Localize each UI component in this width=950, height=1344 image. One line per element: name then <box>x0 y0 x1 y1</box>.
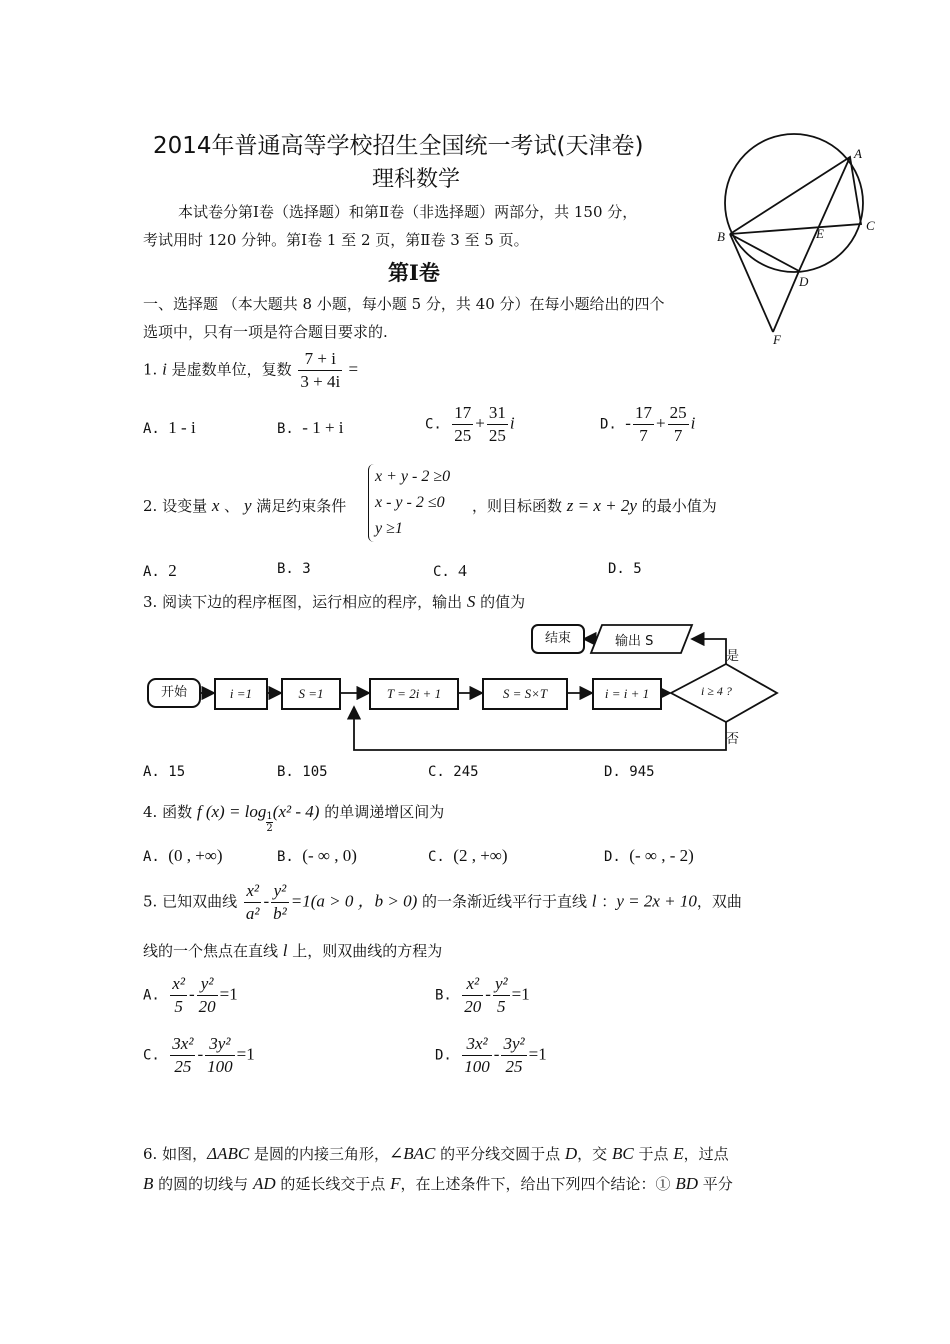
q2-intro: 2. 设变量 x 、 y 满足约束条件 <box>143 496 347 515</box>
q3-option-d[interactable]: D. 945 <box>604 764 655 780</box>
flow-end: 结束 <box>531 624 585 654</box>
q4-option-a[interactable]: A. (0 , +∞) <box>143 846 223 865</box>
q4-option-c[interactable]: C. (2 , +∞) <box>428 846 508 865</box>
q3-option-c[interactable]: C. 245 <box>428 764 479 780</box>
q2-option-a[interactable]: A. 2 <box>143 561 177 580</box>
flow-box-t: T = 2i + 1 <box>369 678 459 710</box>
q3-option-a[interactable]: A. 15 <box>143 764 186 780</box>
q2-tail: ，则目标函数 z = x + 2y 的最小值为 <box>472 496 717 515</box>
q2-constraint-3: y ≥1 <box>375 520 403 537</box>
flow-no-label: 否 <box>726 732 740 747</box>
q5-option-a[interactable]: A. $\frac{\text{x²}}{5}$ - $\frac{\text{y²}}{20}$ =1 <box>143 974 238 1016</box>
question-1 <box>143 348 358 393</box>
q1-text: 是虚数单位，复数 <box>166 360 297 379</box>
intro-line-2: 考试用时 120 分钟。第Ⅰ卷 1 至 2 页，第Ⅱ卷 3 至 5 页。 <box>143 231 529 249</box>
q4-option-d[interactable]: D. (- ∞ , - 2) <box>604 846 694 865</box>
flow-output: 输出 S <box>615 634 654 649</box>
question-5: 5. 已知双曲线 $\frac{\text{x²}}{\text{a²}}$ - $\frac{\text{y²}}{\text{b²}}$ =1(a > 0 ，b > 0) 的一条渐近线平行于直线 l ：y = 2x + 10，双曲 <box>143 881 742 923</box>
q1-numerator: 7 + i <box>298 348 342 371</box>
exam-subtitle: 理科数学 <box>372 167 461 192</box>
q4-option-b[interactable]: B. (- ∞ , 0) <box>277 846 357 865</box>
flow-condition: i ≥ 4 ? <box>701 684 732 698</box>
flow-box-init-i: i =1 <box>214 678 268 710</box>
flow-yes-label: 是 <box>726 649 740 664</box>
q2-constraint-1: x + y - 2 ≥0 <box>375 468 451 485</box>
line-df <box>773 271 799 332</box>
circumcircle <box>725 134 863 272</box>
q1-option-a[interactable]: A. 1 - i <box>143 418 196 437</box>
q2-option-b[interactable]: B. 3 <box>277 561 311 577</box>
label-b: B <box>717 229 725 244</box>
question-4: 4. 函数 f (x) = log $\frac{1}{2}$ (x² - 4) 的单调递增区间为 <box>143 802 445 834</box>
q2-constraint-2: x - y - 2 ≤0 <box>375 494 445 511</box>
q1-option-d[interactable]: D. - $\frac{17}{7}$ + $\frac{25}{7}$ i <box>600 403 696 445</box>
q1-var: i <box>162 359 167 379</box>
q2-constraints <box>368 464 450 542</box>
q1-prefix: 1. <box>143 360 163 379</box>
exam-title: 2014年普通高等学校招生全国统一考试(天津卷) <box>153 133 644 159</box>
q5-line-2: 线的一个焦点在直线 l 上，则双曲线的方程为 <box>143 941 443 960</box>
q2-option-d[interactable]: D. 5 <box>608 561 642 577</box>
q1-fraction <box>298 348 342 393</box>
label-a: A <box>854 146 862 161</box>
flow-start: 开始 <box>147 678 201 708</box>
q6-line-1: 6. 如图，ΔABC 是圆的内接三角形，∠BAC 的平分线交圆于点 D，交 BC 于点 E，过点 <box>143 1144 729 1163</box>
label-f: F <box>773 332 781 347</box>
q1-denominator: 3 + 4i <box>300 372 341 391</box>
q5-option-b[interactable]: B. $\frac{\text{x²}}{20}$ - $\frac{\text{y²}}{5}$ =1 <box>435 974 530 1016</box>
q1-option-c[interactable]: C. $\frac{17}{25}$ + $\frac{31}{25}$ i <box>425 403 515 445</box>
triangle-abc <box>730 157 861 234</box>
flow-box-s: S = S×T <box>482 678 568 710</box>
label-d: D <box>799 274 809 289</box>
q5-option-d[interactable]: D. $\frac{\text{3x²}}{100}$ - $\frac{\text{3y²}}{25}$ =1 <box>435 1034 547 1076</box>
section-line-2: 选项中，只有一项是符合题目要求的. <box>143 323 388 341</box>
section-heading: 第Ⅰ卷 <box>388 260 440 285</box>
q1-eq: = <box>344 359 359 379</box>
flow-box-init-s: S =1 <box>281 678 341 710</box>
q2-option-c[interactable]: C. 4 <box>433 561 467 580</box>
flow-box-i: i = i + 1 <box>592 678 662 710</box>
circle-figure <box>715 128 890 348</box>
label-c: C <box>866 218 875 233</box>
q1-option-b[interactable]: B. - 1 + i <box>277 418 344 437</box>
intro-line-1: 本试卷分第Ⅰ卷（选择题）和第Ⅱ卷（非选择题）两部分，共 150 分， <box>178 203 638 221</box>
q3-option-b[interactable]: B. 105 <box>277 764 328 780</box>
q5-option-c[interactable]: C. $\frac{\text{3x²}}{25}$ - $\frac{\text{3y²}}{100}$ =1 <box>143 1034 255 1076</box>
label-e: E <box>816 226 824 241</box>
q6-line-2: B 的圆的切线与 AD 的延长线交于点 F，在上述条件下，给出下列四个结论：① BD 平分 <box>143 1174 733 1193</box>
q3-text: 3. 阅读下边的程序框图，运行相应的程序，输出 S 的值为 <box>143 592 526 611</box>
tangent-bf <box>730 234 773 332</box>
section-line-1: 一、选择题 （本大题共 8 小题，每小题 5 分，共 40 分）在每小题给出的四个 <box>143 295 665 313</box>
